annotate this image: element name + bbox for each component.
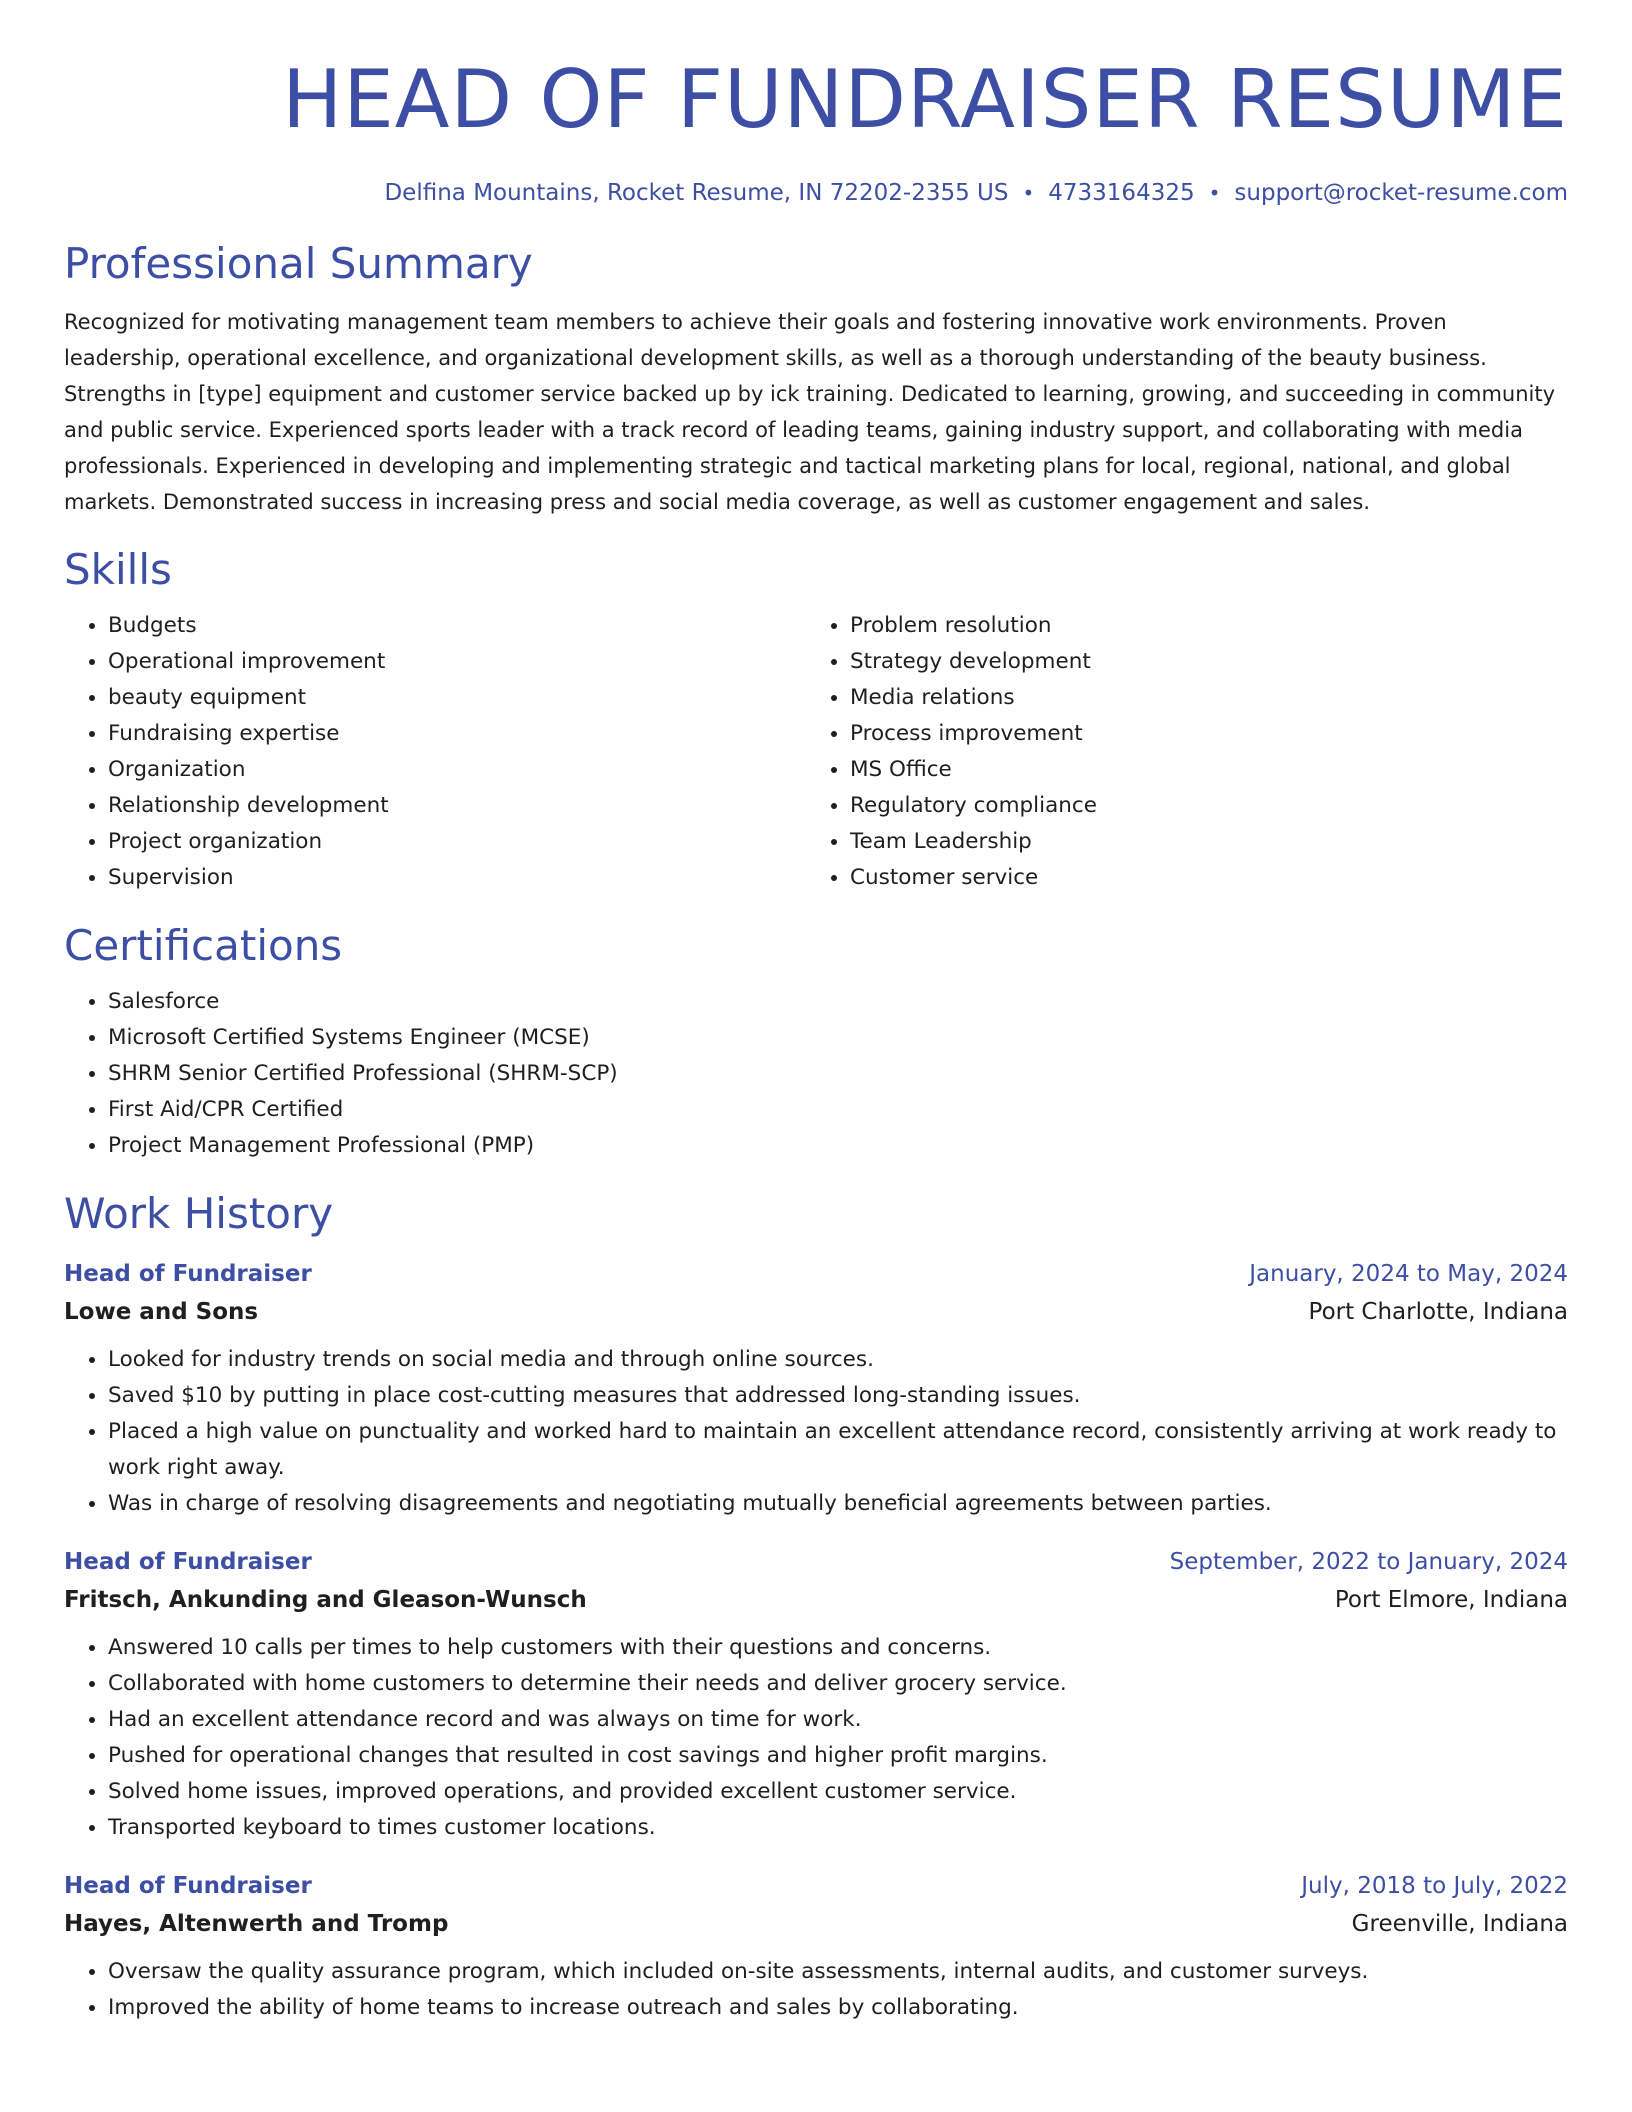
job-dates: September, 2022 to January, 2024 — [1169, 1549, 1568, 1575]
skill-item: • Media relations — [850, 680, 1548, 716]
job-company: Fritsch, Ankunding and Gleason-Wunsch — [64, 1587, 587, 1613]
job-bullet: • Placed a high value on punctuality and worked hard to maintain an excellent attendance record, consistently arriving at work ready to work right away. — [108, 1414, 1568, 1486]
skill-item: • Strategy development — [850, 644, 1548, 680]
skill-item: • Problem resolution — [850, 608, 1548, 644]
contact-address: Delfina Mountains, Rocket Resume, IN 72202-2355 US — [384, 180, 1009, 206]
skill-item: • Customer service — [850, 860, 1548, 896]
resume-title: HEAD OF FUNDRAISER RESUME — [282, 53, 1568, 146]
skill-item: • beauty equipment — [108, 680, 806, 716]
certification-item: • SHRM Senior Certified Professional (SHRM-SCP) — [108, 1056, 1568, 1092]
contact-separator: • — [1022, 181, 1035, 205]
certification-item: • Microsoft Certified Systems Engineer (MCSE) — [108, 1020, 1568, 1056]
job-bullet: • Oversaw the quality assurance program, which included on-site assessments, internal audits, and customer surveys. — [108, 1954, 1568, 1990]
job-dates: July, 2018 to July, 2022 — [1301, 1873, 1568, 1899]
skill-item: • Organization — [108, 752, 806, 788]
summary-text: Recognized for motivating management team members to achieve their goals and fostering innovative work environments. Proven leadership, operational excellence, and organizational development skills, as well as a thorough understanding of the beauty business. Strengths in [type] equipment and customer service backed up by ick training. Dedicated to learning, growing, and succeeding in community and public service. Experienced sports leader with a track record of leading teams, gaining industry support, and collaborating with media professionals. Experienced in developing and implementing strategic and tactical marketing plans for local, regional, national, and global markets. Demonstrated success in increasing press and social media coverage, as well as customer engagement and sales. — [64, 310, 1556, 514]
job-entry — [64, 1256, 1568, 1522]
skills-column-left — [64, 608, 806, 896]
job-bullet: • Pushed for operational changes that resulted in cost savings and higher profit margins. — [108, 1738, 1568, 1774]
contact-email: support@rocket-resume.com — [1234, 180, 1568, 206]
job-dates: January, 2024 to May, 2024 — [1249, 1261, 1568, 1287]
job-entry — [64, 1868, 1568, 2026]
skills-heading: Skills — [64, 545, 172, 594]
job-bullet: • Was in charge of resolving disagreements and negotiating mutually beneficial agreements between parties. — [108, 1486, 1568, 1522]
summary-heading: Professional Summary — [64, 239, 533, 288]
job-bullet: • Solved home issues, improved operations, and provided excellent customer service. — [108, 1774, 1568, 1810]
job-bullet: • Collaborated with home customers to determine their needs and deliver grocery service. — [108, 1666, 1568, 1702]
certification-item: • Salesforce — [108, 984, 1568, 1020]
job-title: Head of Fundraiser — [64, 1549, 312, 1575]
job-location: Port Charlotte, Indiana — [1308, 1299, 1568, 1325]
skill-item: • Fundraising expertise — [108, 716, 806, 752]
certifications-list — [64, 984, 1568, 1164]
skill-item: • MS Office — [850, 752, 1548, 788]
job-bullet: • Looked for industry trends on social media and through online sources. — [108, 1342, 1568, 1378]
skills-column-right — [806, 608, 1548, 896]
job-bullet: • Improved the ability of home teams to increase outreach and sales by collaborating. — [108, 1990, 1568, 2026]
certification-item: • Project Management Professional (PMP) — [108, 1128, 1568, 1164]
job-location: Greenville, Indiana — [1351, 1911, 1568, 1937]
work-history-heading: Work History — [64, 1189, 334, 1238]
skill-item: • Team Leadership — [850, 824, 1548, 860]
job-bullet: • Transported keyboard to times customer locations. — [108, 1810, 1568, 1846]
job-title: Head of Fundraiser — [64, 1261, 312, 1287]
job-company: Hayes, Altenwerth and Tromp — [64, 1911, 449, 1937]
job-bullet: • Answered 10 calls per times to help customers with their questions and concerns. — [108, 1630, 1568, 1666]
job-company: Lowe and Sons — [64, 1299, 259, 1325]
skill-item: • Operational improvement — [108, 644, 806, 680]
skill-item: • Relationship development — [108, 788, 806, 824]
skill-item: • Budgets — [108, 608, 806, 644]
job-title: Head of Fundraiser — [64, 1873, 312, 1899]
job-entry — [64, 1544, 1568, 1846]
certifications-heading: Certifications — [64, 921, 343, 970]
skill-item: • Regulatory compliance — [850, 788, 1548, 824]
resume-page — [64, 50, 1568, 2026]
contact-separator: • — [1208, 181, 1221, 205]
job-bullet: • Had an excellent attendance record and was always on time for work. — [108, 1702, 1568, 1738]
skill-item: • Process improvement — [850, 716, 1548, 752]
job-bullet: • Saved $10 by putting in place cost-cutting measures that addressed long-standing issues. — [108, 1378, 1568, 1414]
skill-item: • Project organization — [108, 824, 806, 860]
contact-phone: 4733164325 — [1048, 180, 1195, 206]
certification-item: • First Aid/CPR Certified — [108, 1092, 1568, 1128]
skill-item: • Supervision — [108, 860, 806, 896]
job-location: Port Elmore, Indiana — [1334, 1587, 1568, 1613]
skills-list — [64, 608, 1568, 896]
contact-line — [64, 178, 1568, 208]
